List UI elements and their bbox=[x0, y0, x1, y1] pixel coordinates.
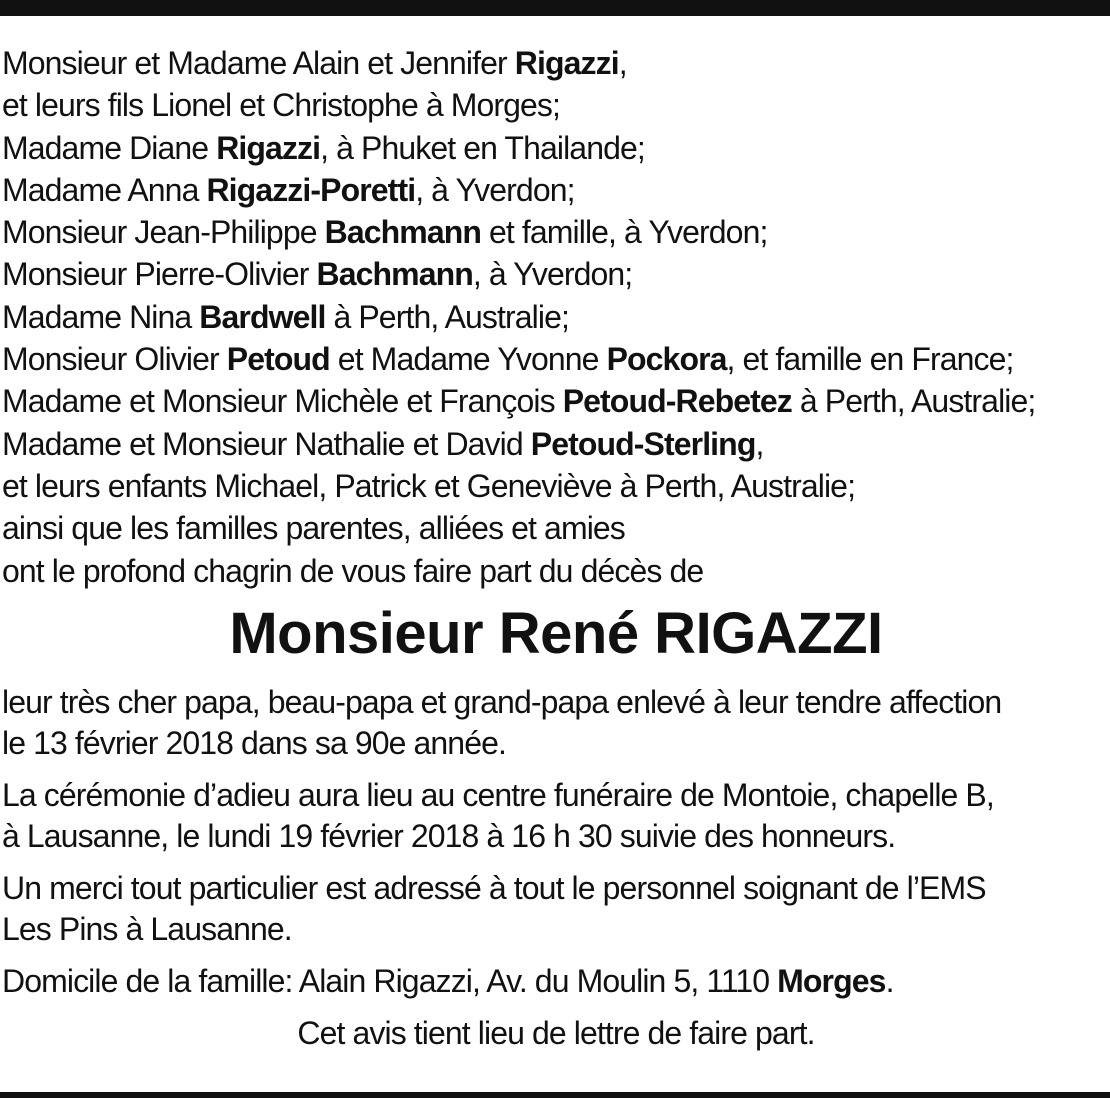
affection-paragraph bbox=[2, 682, 1110, 764]
family-line: Madame Nina Bardwell à Perth, Australie; bbox=[2, 298, 569, 335]
paragraph-line: le 13 février 2018 dans sa 90e année. bbox=[2, 724, 506, 761]
paragraph-line: Les Pins à Lausanne. bbox=[2, 910, 292, 947]
family-line: Monsieur Pierre-Olivier Bachmann, à Yverdon; bbox=[2, 256, 633, 293]
family-line: ont le profond chagrin de vous faire part du décès de bbox=[2, 552, 704, 589]
top-rule bbox=[0, 0, 1110, 16]
deceased-name: Monsieur René RIGAZZI bbox=[229, 600, 883, 666]
ceremony-paragraph bbox=[2, 775, 1110, 857]
family-line: Madame Anna Rigazzi-Poretti, à Yverdon; bbox=[2, 171, 575, 208]
bottom-rule bbox=[0, 1092, 1110, 1098]
family-line: et leurs fils Lionel et Christophe à Morges; bbox=[2, 87, 561, 124]
family-line: Monsieur Olivier Petoud et Madame Yvonne Pockora, et famille en France; bbox=[2, 341, 1014, 378]
paragraph-line: à Lausanne, le lundi 19 février 2018 à 16 h 30 suivie des honneurs. bbox=[2, 817, 896, 854]
paragraph-line: Un merci tout particulier est adressé à tout le personnel soignant de l’EMS bbox=[2, 869, 986, 906]
paragraph-line: leur très cher papa, beau-papa et grand-papa enlevé à leur tendre affection bbox=[2, 683, 1002, 720]
family-line: Madame et Monsieur Nathalie et David Petoud-Sterling, bbox=[2, 425, 764, 462]
death-notice bbox=[2, 42, 1110, 1054]
paragraph-line: Domicile de la famille: Alain Rigazzi, Av. du Moulin 5, 1110 Morges. bbox=[2, 962, 894, 999]
thanks-paragraph bbox=[2, 868, 1110, 950]
family-line: et leurs enfants Michael, Patrick et Geneviève à Perth, Australie; bbox=[2, 467, 856, 504]
family-line: Madame Diane Rigazzi, à Phuket en Thailande; bbox=[2, 129, 645, 166]
paragraph-line: La cérémonie d’adieu aura lieu au centre funéraire de Montoie, chapelle B, bbox=[2, 776, 994, 813]
family-line: Monsieur et Madame Alain et Jennifer Rigazzi, bbox=[2, 45, 627, 81]
family-line: Monsieur Jean-Philippe Bachmann et famille, à Yverdon; bbox=[2, 214, 768, 251]
family-line: ainsi que les familles parentes, alliées et amies bbox=[2, 510, 625, 547]
closing-line: Cet avis tient lieu de lettre de faire part. bbox=[297, 1014, 815, 1051]
family-list bbox=[2, 42, 1110, 592]
domicile-paragraph bbox=[2, 961, 1110, 1002]
family-line: Madame et Monsieur Michèle et François Petoud-Rebetez à Perth, Australie; bbox=[2, 383, 1036, 420]
